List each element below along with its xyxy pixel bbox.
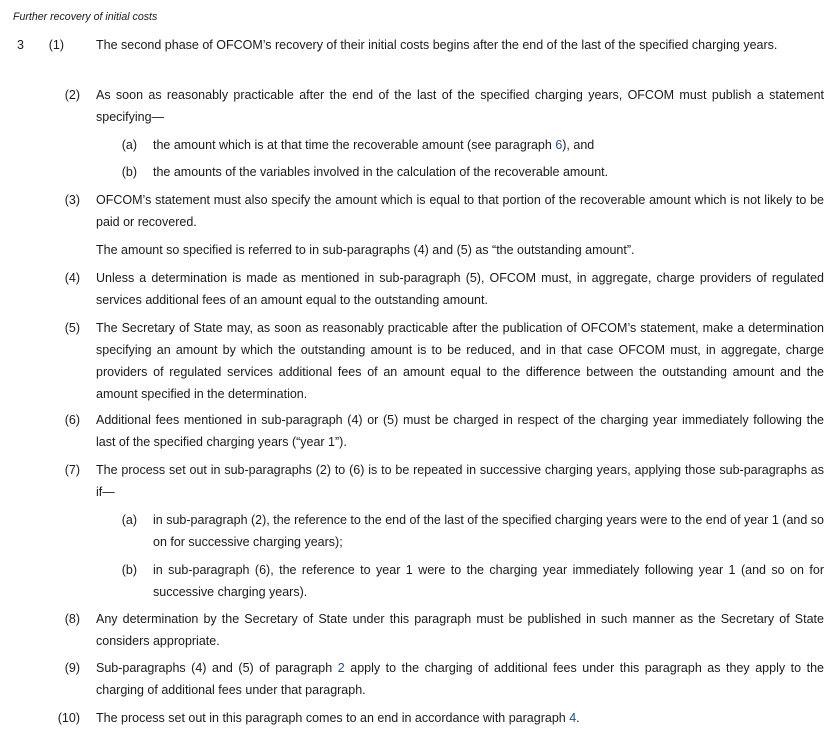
sub-paragraph-number-10: (10) bbox=[57, 711, 80, 725]
sub-paragraph-text-2: As soon as reasonably practicable after the end of the last of the specified charging years, OFCOM must publish a statement specifying— bbox=[96, 88, 824, 124]
item-text-2b: the amounts of the variables involved in the calculation of the recoverable amount. bbox=[153, 165, 609, 179]
sub-paragraph-text-10: The process set out in this paragraph comes to an end in accordance with paragraph 4. bbox=[96, 711, 580, 725]
sub-paragraph-text-6: Additional fees mentioned in sub-paragraph (4) or (5) must be charged in respect of the charging year immediately following the last of the specified charging years (“year 1”). bbox=[96, 413, 824, 449]
sub-paragraph-text-3-continued: The amount so specified is referred to in sub-paragraphs (4) and (5) as “the outstanding amount”. bbox=[96, 243, 635, 257]
item-number-7a: (a) bbox=[121, 513, 137, 527]
sub-paragraph-text-7: The process set out in sub-paragraphs (2) to (6) is to be repeated in successive charging years, applying those sub-paragraphs as if— bbox=[96, 463, 824, 499]
paragraph-number: 3 bbox=[17, 38, 24, 52]
sub-paragraph-text-4: Unless a determination is made as mentioned in sub-paragraph (5), OFCOM must, in aggregate, charge providers of regulated services additional fees of an amount equal to the outstanding amount. bbox=[96, 271, 824, 307]
item-text-2a: the amount which is at that time the recoverable amount (see paragraph 6), and bbox=[153, 138, 595, 152]
paragraph-2-link[interactable]: 2 bbox=[337, 661, 345, 675]
sub-paragraph-number-6: (6) bbox=[64, 413, 80, 427]
sub-paragraph-number-5: (5) bbox=[64, 321, 80, 335]
sub-paragraph-text-5: The Secretary of State may, as soon as reasonably practicable after the publication of OFCOM’s statement, make a determination specifying an amount by which the outstanding amount is to be reduced, and in that case OFCOM must, in aggregate, charge providers of regulated services additional fees of an amount equal to the difference between the outstanding amount and the amount specified in the determination. bbox=[96, 321, 824, 401]
item-number-2a: (a) bbox=[121, 138, 137, 152]
sub-paragraph-number-4: (4) bbox=[64, 271, 80, 285]
item-text-7b: in sub-paragraph (6), the reference to year 1 were to the charging year immediately following year 1 (and so on for successive charging years). bbox=[153, 563, 824, 599]
paragraph-6-link[interactable]: 6 bbox=[555, 138, 563, 152]
sub-paragraph-number-7: (7) bbox=[64, 463, 80, 477]
item-number-2b: (b) bbox=[121, 165, 137, 179]
paragraph-4-link[interactable]: 4 bbox=[569, 711, 577, 725]
item-number-7b: (b) bbox=[121, 563, 137, 577]
section-heading: Further recovery of initial costs bbox=[13, 11, 158, 23]
sub-paragraph-text-8: Any determination by the Secretary of State under this paragraph must be published in such manner as the Secretary of State considers appropriate. bbox=[96, 612, 824, 648]
sub-paragraph-text-3: OFCOM’s statement must also specify the amount which is equal to that portion of the recoverable amount which is not likely to be paid or recovered. bbox=[96, 193, 824, 229]
sub-paragraph-number-2: (2) bbox=[64, 88, 80, 102]
item-text-7a: in sub-paragraph (2), the reference to the end of the last of the specified charging years were to the end of year 1 (and so on for successive charging years); bbox=[153, 513, 824, 549]
sub-paragraph-text-9: Sub-paragraphs (4) and (5) of paragraph 2 apply to the charging of additional fees under this paragraph as they apply to the charging of additional fees under that paragraph. bbox=[96, 661, 825, 697]
sub-paragraph-number-9: (9) bbox=[64, 661, 80, 675]
sub-paragraph-number-8: (8) bbox=[64, 612, 80, 626]
sub-paragraph-number-1: (1) bbox=[48, 38, 64, 52]
sub-paragraph-number-3: (3) bbox=[64, 193, 80, 207]
sub-paragraph-text-1: The second phase of OFCOM’s recovery of their initial costs begins after the end of the last of the specified charging years. bbox=[96, 38, 778, 52]
